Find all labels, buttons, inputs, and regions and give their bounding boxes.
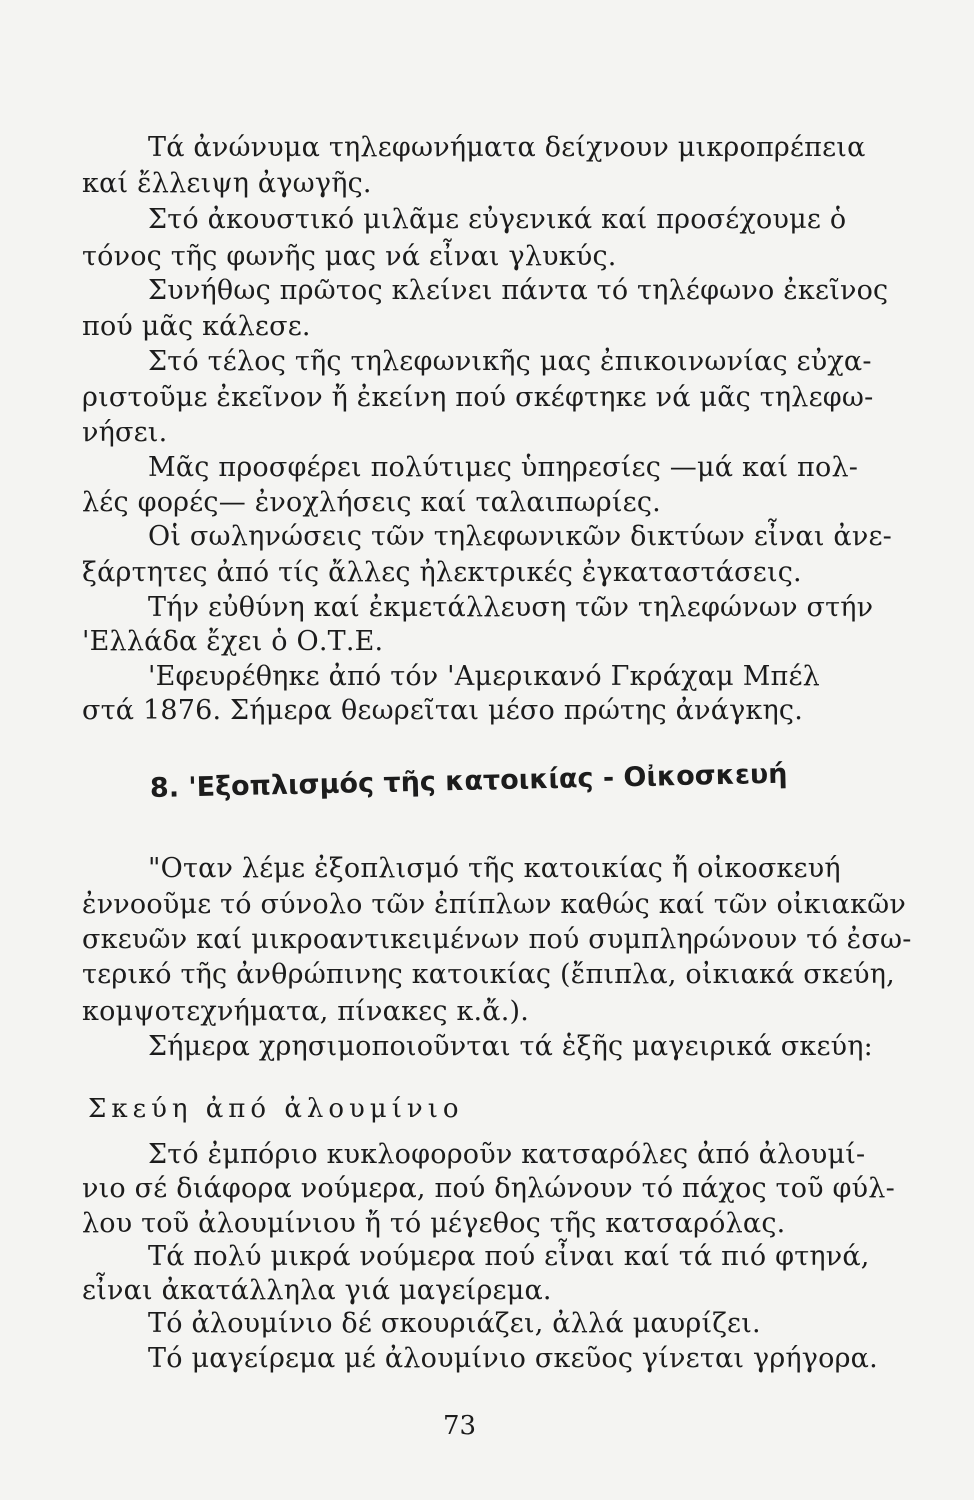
text-line: νήσει. [82,417,168,448]
text-line: Οἱ σωληνώσεις τῶν τηλεφωνικῶν δικτύων εἶναι ἀνε- [148,521,892,552]
text-line: Τό ἀλουμίνιο δέ σκουριάζει, ἀλλά μαυρίζει. [148,1308,761,1339]
text-line: Τήν εὐθύνη καί ἐκμετάλλευση τῶν τηλεφώνων στήν [148,592,874,623]
text-line: Στό τέλος τῆς τηλεφωνικῆς μας ἐπικοινωνίας εὐχα- [148,346,872,377]
text-line: Στό ἀκουστικό μιλᾶμε εὐγενικά καί προσέχουμε ὁ [148,204,847,235]
text-line: ξάρτητες ἀπό τίς ἄλλες ἠλεκτρικές ἐγκαταστάσεις. [82,557,802,588]
text-line: 'Ελλάδα ἔχει ὁ Ο.Τ.Ε. [82,626,384,657]
text-line: Τά πολύ μικρά νούμερα πού εἶναι καί τά πιό φτηνά, [148,1241,870,1272]
page-number: 73 [443,1411,477,1441]
section-heading: 8. 'Εξοπλισμός τῆς κατοικίας - Οἰκοσκευή [149,758,788,804]
text-line: "Οταν λέμε ἐξοπλισμό τῆς κατοικίας ἤ οἰκοσκευή [148,853,841,884]
text-line: σκευῶν καί μικροαντικειμένων πού συμπληρώνουν τό ἐσω- [82,924,912,955]
text-line: 'Εφευρέθηκε ἀπό τόν 'Αμερικανό Γκράχαμ Μπέλ [148,661,820,692]
text-line: Σήμερα χρησιμοποιοῦνται τά ἑξῆς μαγειρικά σκεύη: [148,1031,873,1062]
text-line: Τό μαγείρεμα μέ ἀλουμίνιο σκεῦος γίνεται γρήγορα. [148,1343,878,1374]
text-line: καί ἔλλειψη ἀγωγῆς. [82,168,372,199]
text-line: Στό ἐμπόριο κυκλοφοροῦν κατσαρόλες ἀπό ἀλουμί- [148,1139,866,1170]
text-line: Τά ἀνώνυμα τηλεφωνήματα δείχνουν μικροπρέπεια [148,132,866,163]
text-line: νιο σέ διάφορα νούμερα, πού δηλώνουν τό πάχος τοῦ φύλ- [82,1173,895,1204]
text-line: κομψοτεχνήματα, πίνακες κ.ἄ.). [82,996,530,1027]
text-line: ἐννοοῦμε τό σύνολο τῶν ἐπίπλων καθώς καί τῶν οἰκιακῶν [82,889,906,920]
text-line: λου τοῦ ἀλουμίνιου ἤ τό μέγεθος τῆς κατσαρόλας. [82,1208,786,1239]
text-line: στά 1876. Σήμερα θεωρεῖται μέσο πρώτης ἀνάγκης. [82,695,804,726]
text-line: Μᾶς προσφέρει πολύτιμες ὑπηρεσίες —μά καί πολ- [148,452,859,483]
text-line: τόνος τῆς φωνῆς μας νά εἶναι γλυκύς. [82,241,617,272]
text-line: εἶναι ἀκατάλληλα γιά μαγείρεμα. [82,1275,552,1306]
subsection-heading: Σκεύη ἀπό ἀλουμίνιο [88,1094,464,1124]
text-line: τερικό τῆς ἀνθρώπινης κατοικίας (ἔπιπλα, οἰκιακά σκεύη, [82,959,895,990]
text-line: ριστοῦμε ἐκεῖνον ἤ ἐκείνη πού σκέφτηκε νά μᾶς τηλεφω- [82,382,874,413]
text-line: λές φορές— ἐνοχλήσεις καί ταλαιπωρίες. [82,487,661,518]
text-line: Συνήθως πρῶτος κλείνει πάντα τό τηλέφωνο ἐκεῖνος [148,275,889,306]
text-line: πού μᾶς κάλεσε. [82,311,311,342]
